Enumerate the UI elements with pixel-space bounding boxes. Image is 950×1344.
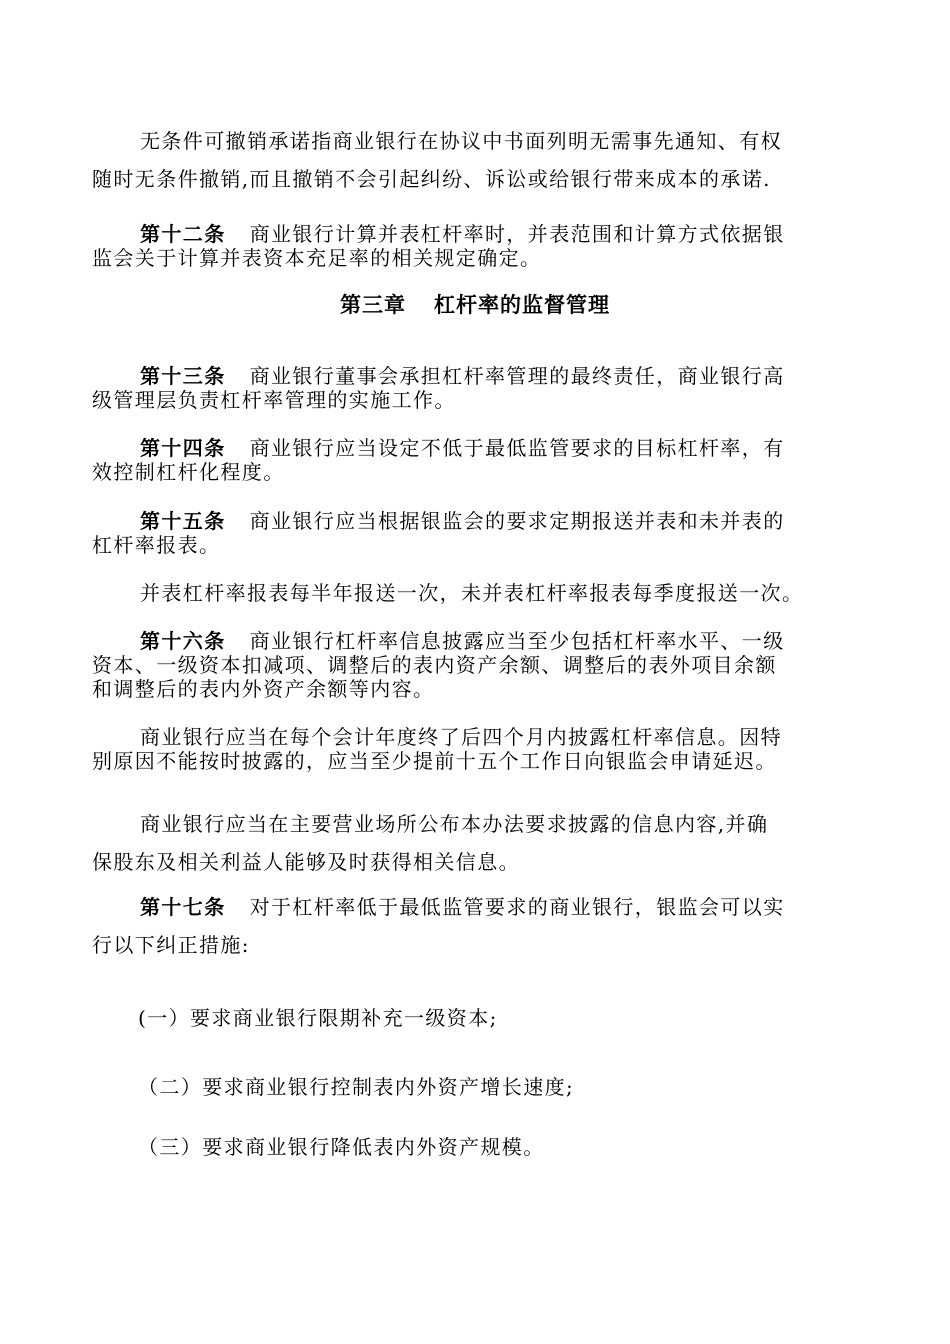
article-label: 第十四条 [140, 436, 226, 460]
text-line: 别原因不能按时披露的，应当至少提前十五个工作日向银监会申请延迟。 [92, 749, 777, 773]
measure-item: （二）要求商业银行控制表内外资产增长速度; [138, 1075, 575, 1099]
article-15-paragraph-2 [92, 581, 864, 605]
article-17 [92, 888, 864, 964]
text-line [92, 364, 864, 388]
article-label: 第十三条 [140, 364, 226, 388]
article-label: 第十七条 [140, 895, 226, 919]
article-label: 第十五条 [140, 509, 226, 533]
chapter-heading [0, 290, 950, 320]
article-text: 商业银行董事会承担杠杆率管理的最终责任，商业银行高 [249, 364, 785, 388]
text-line: 保股东及相关利益人能够及时获得相关信息。 [92, 850, 520, 874]
chapter-number: 第三章 [340, 293, 406, 317]
article-12 [92, 222, 864, 270]
article-text: 对于杠杆率低于最低监管要求的商业银行，银监会可以实 [249, 895, 785, 919]
measure-item: (一）要求商业银行限期补充一级资本; [138, 1006, 498, 1030]
article-16-paragraph-3 [92, 805, 864, 881]
article-13 [92, 364, 864, 412]
article-label: 第十六条 [140, 629, 226, 653]
text-line: 商业银行应当在每个会计年度终了后四个月内披露杠杆率信息。因特 [140, 725, 782, 749]
article-16-paragraph-2 [92, 725, 864, 773]
text-line [92, 436, 864, 460]
measure-item: （三）要求商业银行降低表内外资产规模。 [138, 1135, 545, 1159]
text-line [92, 888, 864, 926]
article-15 [92, 509, 864, 557]
text-line: 级管理层负责杠杆率管理的实施工作。 [92, 388, 456, 412]
text-line [92, 629, 864, 653]
article-14 [92, 436, 864, 484]
text-line: 杠杆率报表。 [92, 533, 221, 557]
text-line: 和调整后的表内外资产余额等内容。 [92, 677, 435, 701]
article-text: 商业银行应当根据银监会的要求定期报送并表和未并表的 [249, 509, 785, 533]
article-text: 商业银行应当设定不低于最低监管要求的目标杠杆率，有 [249, 436, 785, 460]
text-line: 并表杠杆率报表每半年报送一次，未并表杠杆率报表每季度报送一次。 [140, 581, 804, 605]
article-text: 商业银行计算并表杠杆率时，并表范围和计算方式依据银 [249, 222, 785, 246]
article-text: 商业银行杠杆率信息披露应当至少包括杠杆率水平、一级 [249, 629, 785, 653]
text-line: 商业银行应当在主要营业场所公布本办法要求披露的信息内容,并确 [140, 812, 769, 836]
text-line [92, 509, 864, 533]
article-16 [92, 629, 864, 701]
text-line: 行以下纠正措施: [92, 933, 250, 957]
text-line: 效控制杠杆化程度。 [92, 460, 285, 484]
chapter-title: 杠杆率的监督管理 [434, 293, 610, 317]
text-line: 监会关于计算并表资本充足率的相关规定确定。 [92, 246, 542, 270]
paragraph-unconditional-commitment [92, 122, 864, 198]
article-label: 第十二条 [140, 222, 226, 246]
text-line [92, 222, 864, 246]
text-line: 随时无条件撤销,而且撤销不会引起纠纷、诉讼或给银行带来成本的承诺. [92, 167, 771, 191]
text-line: 资本、一级资本扣减项、调整后的表内资产余额、调整后的表外项目余额 [92, 653, 777, 677]
text-line: 无条件可撤销承诺指商业银行在协议中书面列明无需事先通知、有权 [140, 129, 782, 153]
